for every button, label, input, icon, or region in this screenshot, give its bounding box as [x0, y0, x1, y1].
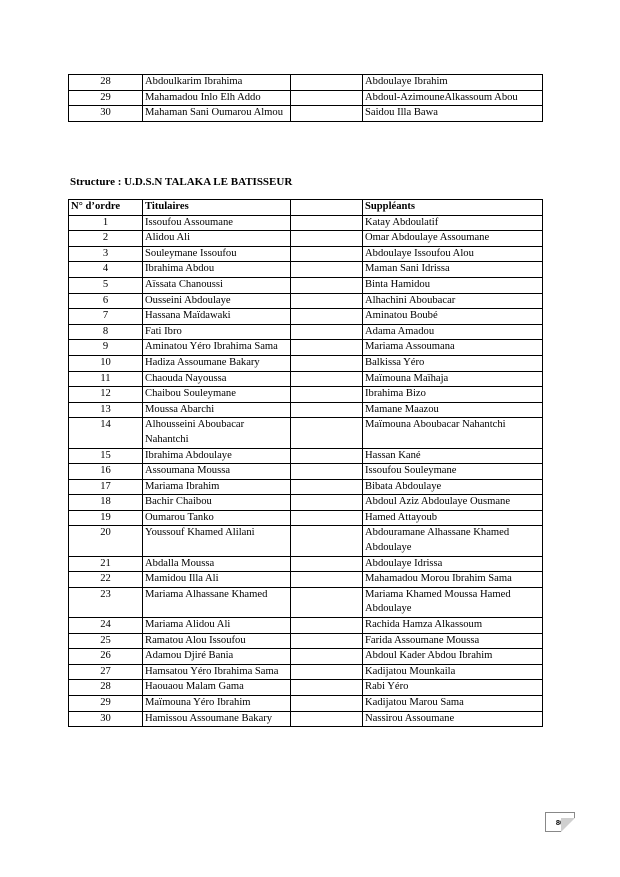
page-number: 80	[555, 818, 565, 827]
table-row	[69, 649, 543, 665]
empty-cell	[291, 618, 363, 634]
empty-cell	[291, 215, 363, 231]
empty-cell	[291, 633, 363, 649]
suppleant-cell: Issoufou Souleymane	[363, 464, 543, 480]
table-row	[69, 495, 543, 511]
row-number: 21	[69, 556, 143, 572]
row-number: 5	[69, 277, 143, 293]
suppleant-cell: Nassirou Assoumane	[363, 711, 543, 727]
titulaire-cell: Aminatou Yéro Ibrahima Sama	[143, 340, 291, 356]
empty-cell	[291, 371, 363, 387]
row-number: 3	[69, 246, 143, 262]
previous-structure-table	[68, 74, 543, 122]
suppleant-cell: Hamed Attayoub	[363, 510, 543, 526]
titulaire-cell: Hadiza Assoumane Bakary	[143, 355, 291, 371]
suppleant-cell: Abdoulaye Ibrahim	[363, 75, 543, 91]
titulaire-cell: Fati Ibro	[143, 324, 291, 340]
empty-cell	[291, 510, 363, 526]
titulaire-cell: Oumarou Tanko	[143, 510, 291, 526]
suppleant-cell: Alhachini Aboubacar	[363, 293, 543, 309]
row-number: 30	[69, 106, 143, 122]
row-number: 25	[69, 633, 143, 649]
header-empty	[291, 200, 363, 216]
header-titulaires: Titulaires	[143, 200, 291, 216]
suppleant-cell: Kadijatou Marou Sama	[363, 696, 543, 712]
table-row	[69, 324, 543, 340]
suppleant-cell: Katay Abdoulatif	[363, 215, 543, 231]
row-number: 14	[69, 418, 143, 448]
suppleant-cell: Abdoulaye Idrissa	[363, 556, 543, 572]
row-number: 29	[69, 90, 143, 106]
suppleant-cell: Hassan Kané	[363, 448, 543, 464]
empty-cell	[291, 649, 363, 665]
table-row	[69, 90, 543, 106]
titulaire-cell: Hamsatou Yéro Ibrahima Sama	[143, 664, 291, 680]
suppleant-cell: Rachida Hamza Alkassoum	[363, 618, 543, 634]
table-row	[69, 106, 543, 122]
row-number: 4	[69, 262, 143, 278]
empty-cell	[291, 340, 363, 356]
empty-cell	[291, 448, 363, 464]
table-row	[69, 75, 543, 91]
table-row	[69, 371, 543, 387]
table-row	[69, 696, 543, 712]
empty-cell	[291, 479, 363, 495]
table-row	[69, 664, 543, 680]
row-number: 15	[69, 448, 143, 464]
row-number: 28	[69, 75, 143, 91]
suppleant-cell: Maïmouna Maïhaja	[363, 371, 543, 387]
header-ordre: N° d’ordre	[69, 200, 143, 216]
titulaire-cell: Chaibou Souleymane	[143, 387, 291, 403]
suppleant-cell: Binta Hamidou	[363, 277, 543, 293]
titulaire-cell: Mamidou Illa Ali	[143, 572, 291, 588]
table-row	[69, 293, 543, 309]
table-row	[69, 510, 543, 526]
empty-cell	[291, 495, 363, 511]
row-number: 17	[69, 479, 143, 495]
row-number: 6	[69, 293, 143, 309]
titulaire-cell: Mariama Alhassane Khamed	[143, 587, 291, 617]
table-row	[69, 526, 543, 556]
page-corner-fold	[561, 818, 575, 832]
titulaire-cell: Abdalla Moussa	[143, 556, 291, 572]
empty-cell	[291, 355, 363, 371]
table-row	[69, 556, 543, 572]
titulaire-cell: Aïssata Chanoussi	[143, 277, 291, 293]
empty-cell	[291, 90, 363, 106]
empty-cell	[291, 696, 363, 712]
empty-cell	[291, 324, 363, 340]
row-number: 29	[69, 696, 143, 712]
suppleant-cell: Abdoul-AzimouneAlkassoum Abou	[363, 90, 543, 106]
table-row	[69, 633, 543, 649]
suppleant-cell: Kadijatou Mounkaila	[363, 664, 543, 680]
table-row	[69, 479, 543, 495]
suppleant-cell: Abdoulaye Issoufou Alou	[363, 246, 543, 262]
empty-cell	[291, 464, 363, 480]
row-number: 19	[69, 510, 143, 526]
table-header-row	[69, 200, 543, 216]
titulaire-cell: Mariama Alidou Ali	[143, 618, 291, 634]
suppleant-cell: Farida Assoumane Moussa	[363, 633, 543, 649]
titulaire-cell: Issoufou Assoumane	[143, 215, 291, 231]
table-row	[69, 711, 543, 727]
suppleant-cell: Abdoul Aziz Abdoulaye Ousmane	[363, 495, 543, 511]
empty-cell	[291, 418, 363, 448]
titulaire-cell: Haouaou Malam Gama	[143, 680, 291, 696]
suppleant-cell: Mahamadou Morou Ibrahim Sama	[363, 572, 543, 588]
titulaire-cell: Mahaman Sani Oumarou Almou	[143, 106, 291, 122]
row-number: 30	[69, 711, 143, 727]
titulaire-cell: Alidou Ali	[143, 231, 291, 247]
empty-cell	[291, 262, 363, 278]
titulaire-cell: Ramatou Alou Issoufou	[143, 633, 291, 649]
row-number: 9	[69, 340, 143, 356]
suppleant-cell: Aminatou Boubé	[363, 309, 543, 325]
row-number: 26	[69, 649, 143, 665]
titulaire-cell: Ibrahima Abdoulaye	[143, 448, 291, 464]
titulaire-cell: Assoumana Moussa	[143, 464, 291, 480]
suppleant-cell: Omar Abdoulaye Assoumane	[363, 231, 543, 247]
titulaire-cell: Maïmouna Yéro Ibrahim	[143, 696, 291, 712]
structure-heading: Structure : U.D.S.N TALAKA LE BATISSEUR	[70, 176, 293, 188]
suppleant-cell: Maïmouna Aboubacar Nahantchi	[363, 418, 543, 448]
table-row	[69, 340, 543, 356]
titulaire-cell: Ousseini Abdoulaye	[143, 293, 291, 309]
suppleant-cell: Saidou Illa Bawa	[363, 106, 543, 122]
table-row	[69, 355, 543, 371]
suppleant-cell: Mariama Khamed Moussa Hamed Abdoulaye	[363, 587, 543, 617]
header-suppleants: Suppléants	[363, 200, 543, 216]
titulaire-cell: Bachir Chaibou	[143, 495, 291, 511]
row-number: 13	[69, 402, 143, 418]
empty-cell	[291, 387, 363, 403]
table-row	[69, 418, 543, 448]
empty-cell	[291, 526, 363, 556]
titulaire-cell: Chaouda Nayoussa	[143, 371, 291, 387]
titulaire-cell: Mariama Ibrahim	[143, 479, 291, 495]
row-number: 2	[69, 231, 143, 247]
suppleant-cell: Bibata Abdoulaye	[363, 479, 543, 495]
empty-cell	[291, 231, 363, 247]
empty-cell	[291, 309, 363, 325]
row-number: 18	[69, 495, 143, 511]
table-row	[69, 680, 543, 696]
table-row	[69, 402, 543, 418]
titulaire-cell: Alhousseini Aboubacar Nahantchi	[143, 418, 291, 448]
suppleant-cell: Mamane Maazou	[363, 402, 543, 418]
empty-cell	[291, 246, 363, 262]
table-row	[69, 309, 543, 325]
row-number: 16	[69, 464, 143, 480]
suppleant-cell: Rabi Yéro	[363, 680, 543, 696]
row-number: 8	[69, 324, 143, 340]
row-number: 23	[69, 587, 143, 617]
row-number: 27	[69, 664, 143, 680]
row-number: 28	[69, 680, 143, 696]
suppleant-cell: Adama Amadou	[363, 324, 543, 340]
table-row	[69, 572, 543, 588]
suppleant-cell: Ibrahima Bizo	[363, 387, 543, 403]
titulaire-cell: Mahamadou Inlo Elh Addo	[143, 90, 291, 106]
table-row	[69, 231, 543, 247]
table-row	[69, 448, 543, 464]
suppleant-cell: Abdoul Kader Abdou Ibrahim	[363, 649, 543, 665]
row-number: 7	[69, 309, 143, 325]
table-row	[69, 277, 543, 293]
titulaire-cell: Souleymane Issoufou	[143, 246, 291, 262]
suppleant-cell: Mariama Assoumana	[363, 340, 543, 356]
empty-cell	[291, 402, 363, 418]
suppleant-cell: Maman Sani Idrissa	[363, 262, 543, 278]
table-row	[69, 387, 543, 403]
empty-cell	[291, 75, 363, 91]
row-number: 12	[69, 387, 143, 403]
titulaire-cell: Youssouf Khamed Alilani	[143, 526, 291, 556]
row-number: 24	[69, 618, 143, 634]
empty-cell	[291, 711, 363, 727]
row-number: 20	[69, 526, 143, 556]
udsn-talaka-table	[68, 199, 543, 727]
table-row	[69, 262, 543, 278]
empty-cell	[291, 556, 363, 572]
row-number: 10	[69, 355, 143, 371]
row-number: 22	[69, 572, 143, 588]
page-number-badge	[545, 812, 575, 832]
empty-cell	[291, 587, 363, 617]
titulaire-cell: Adamou Djiré Bania	[143, 649, 291, 665]
empty-cell	[291, 106, 363, 122]
table-row	[69, 215, 543, 231]
empty-cell	[291, 664, 363, 680]
table-row	[69, 618, 543, 634]
empty-cell	[291, 277, 363, 293]
table-row	[69, 246, 543, 262]
titulaire-cell: Abdoulkarim Ibrahima	[143, 75, 291, 91]
empty-cell	[291, 680, 363, 696]
table-row	[69, 587, 543, 617]
suppleant-cell: Abdouramane Alhassane Khamed Abdoulaye	[363, 526, 543, 556]
titulaire-cell: Hassana Maïdawaki	[143, 309, 291, 325]
table-row	[69, 464, 543, 480]
titulaire-cell: Moussa Abarchi	[143, 402, 291, 418]
empty-cell	[291, 572, 363, 588]
row-number: 1	[69, 215, 143, 231]
titulaire-cell: Ibrahima Abdou	[143, 262, 291, 278]
suppleant-cell: Balkissa Yéro	[363, 355, 543, 371]
titulaire-cell: Hamissou Assoumane Bakary	[143, 711, 291, 727]
row-number: 11	[69, 371, 143, 387]
empty-cell	[291, 293, 363, 309]
